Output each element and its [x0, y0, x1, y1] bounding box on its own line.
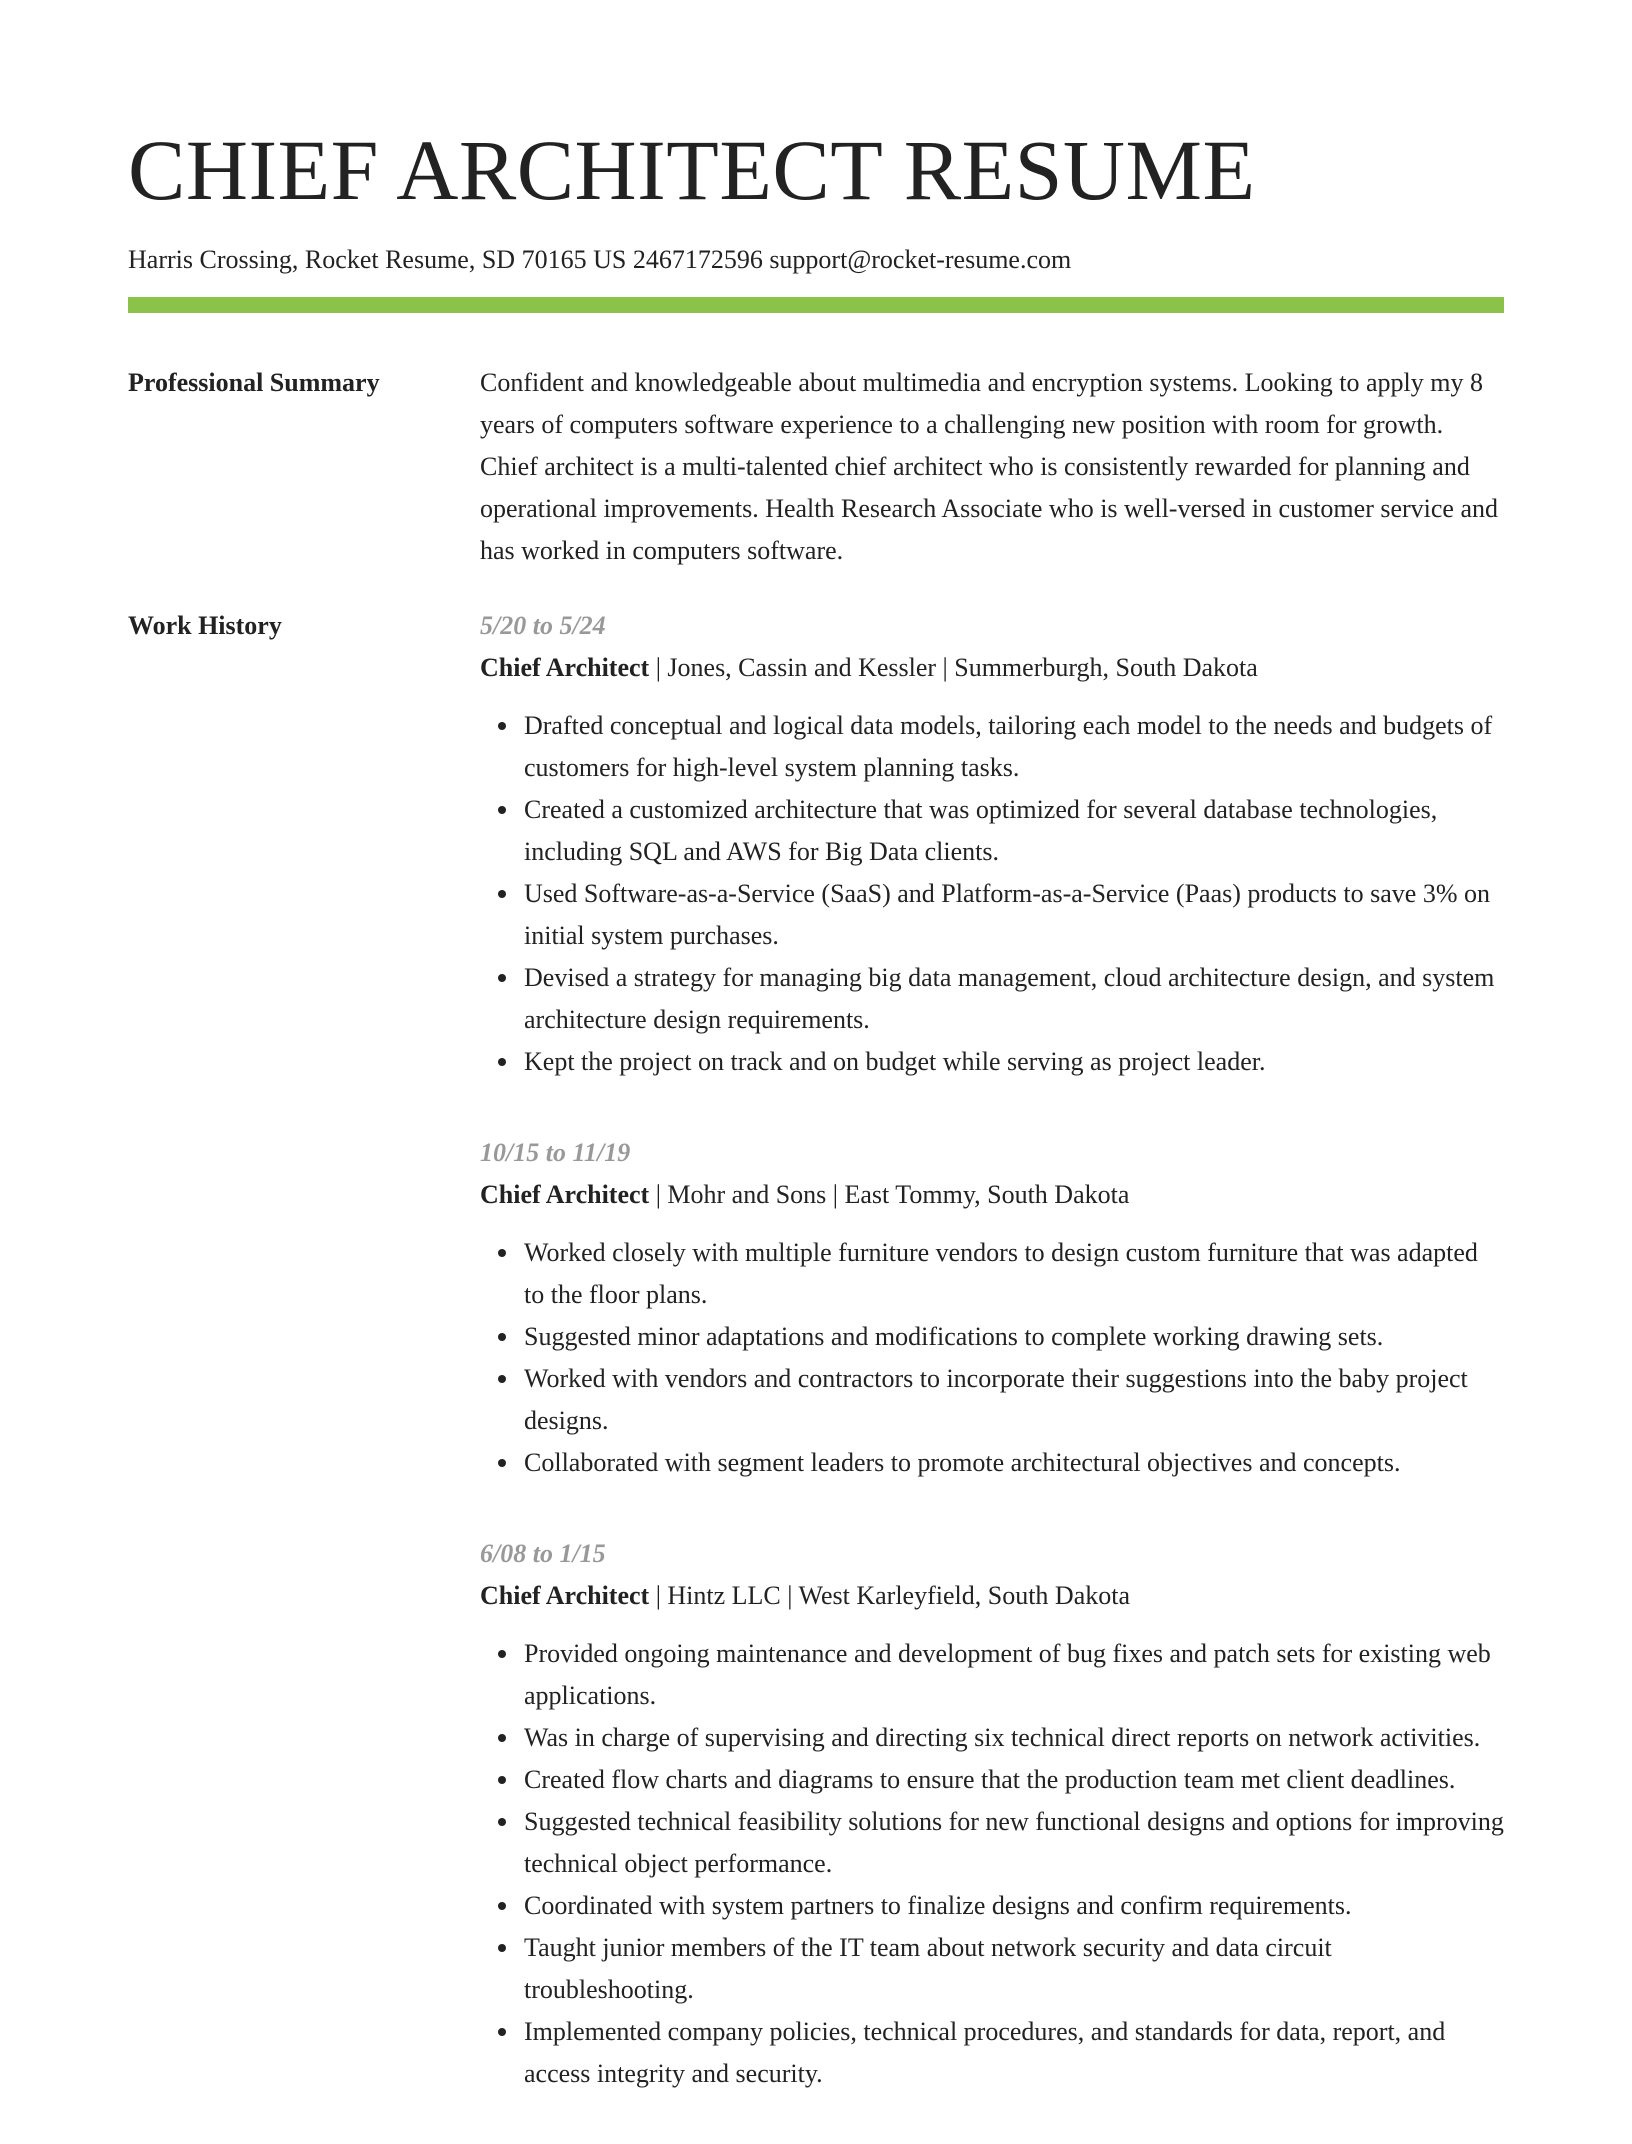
job-title: Chief Architect: [480, 1581, 650, 1610]
job-dates: 6/08 to 1/15: [480, 1539, 606, 1568]
job-bullet: Drafted conceptual and logical data models, tailoring each model to the needs and budgets of customers for high-level system planning tasks.: [524, 705, 1504, 789]
section-label-professional-summary: Professional Summary: [128, 368, 380, 397]
job-bullet-list: [480, 1232, 1504, 1484]
job-bullet: Collaborated with segment leaders to promote architectural objectives and concepts.: [524, 1442, 1504, 1484]
job-title: Chief Architect: [480, 1180, 650, 1209]
job-employer-location: | Jones, Cassin and Kessler | Summerburgh, South Dakota: [649, 653, 1258, 682]
job-bullet: Implemented company policies, technical procedures, and standards for data, report, and access integrity and security.: [524, 2011, 1504, 2095]
job-bullet: Coordinated with system partners to finalize designs and confirm requirements.: [524, 1885, 1504, 1927]
job-bullet: Created a customized architecture that was optimized for several database technologies, including SQL and AWS for Big Data clients.: [524, 789, 1504, 873]
job-bullet: Used Software-as-a-Service (SaaS) and Platform-as-a-Service (Paas) products to save 3% on initial system purchases.: [524, 873, 1504, 957]
job-entry: [480, 605, 1504, 1083]
job-bullet-list: [480, 705, 1504, 1083]
job-employer-location: | Mohr and Sons | East Tommy, South Dakota: [649, 1180, 1130, 1209]
job-dates: 10/15 to 11/19: [480, 1138, 631, 1167]
summary-body: [480, 362, 1504, 572]
job-bullet: Worked with vendors and contractors to incorporate their suggestions into the baby project designs.: [524, 1358, 1504, 1442]
job-bullet: Provided ongoing maintenance and development of bug fixes and patch sets for existing web applications.: [524, 1633, 1504, 1717]
resume-title: CHIEF ARCHITECT RESUME: [128, 122, 1256, 218]
professional-summary-section: [128, 362, 1504, 572]
job-bullet: Suggested minor adaptations and modifications to complete working drawing sets.: [524, 1316, 1504, 1358]
job-entry: [480, 1533, 1504, 2095]
job-heading: [480, 1575, 1504, 1617]
job-bullet: Was in charge of supervising and directing six technical direct reports on network activities.: [524, 1717, 1504, 1759]
work-history-section: [128, 605, 1504, 2144]
job-bullet-list: [480, 1633, 1504, 2095]
job-bullet: Created flow charts and diagrams to ensure that the production team met client deadlines.: [524, 1759, 1504, 1801]
job-heading: [480, 647, 1504, 689]
job-bullet: Devised a strategy for managing big data management, cloud architecture design, and system architecture design requirements.: [524, 957, 1504, 1041]
job-employer-location: | Hintz LLC | West Karleyfield, South Dakota: [649, 1581, 1130, 1610]
resume-page: [128, 0, 1504, 2144]
job-bullet: Suggested technical feasibility solutions for new functional designs and options for improving technical object performance.: [524, 1801, 1504, 1885]
job-bullet: Taught junior members of the IT team about network security and data circuit troubleshooting.: [524, 1927, 1504, 2011]
work-history-body: [480, 605, 1504, 2144]
job-bullet: Kept the project on track and on budget while serving as project leader.: [524, 1041, 1504, 1083]
job-entry: [480, 1132, 1504, 1484]
section-label-work-history: Work History: [128, 611, 282, 640]
summary-text: Confident and knowledgeable about multimedia and encryption systems. Looking to apply my 8 years of computers software experience to a challenging new position with room for growth. Chief architect is a multi-talented chief architect who is consistently rewarded for planning and operational improvements. Health Research Associate who is well-versed in customer service and has worked in computers software.: [480, 368, 1499, 565]
accent-divider: [128, 297, 1504, 313]
job-title: Chief Architect: [480, 653, 650, 682]
job-dates: 5/20 to 5/24: [480, 611, 606, 640]
job-heading: [480, 1174, 1504, 1216]
contact-info: Harris Crossing, Rocket Resume, SD 70165 US 2467172596 support@rocket-resume.com: [128, 245, 1072, 274]
job-bullet: Worked closely with multiple furniture vendors to design custom furniture that was adapted to the floor plans.: [524, 1232, 1504, 1316]
